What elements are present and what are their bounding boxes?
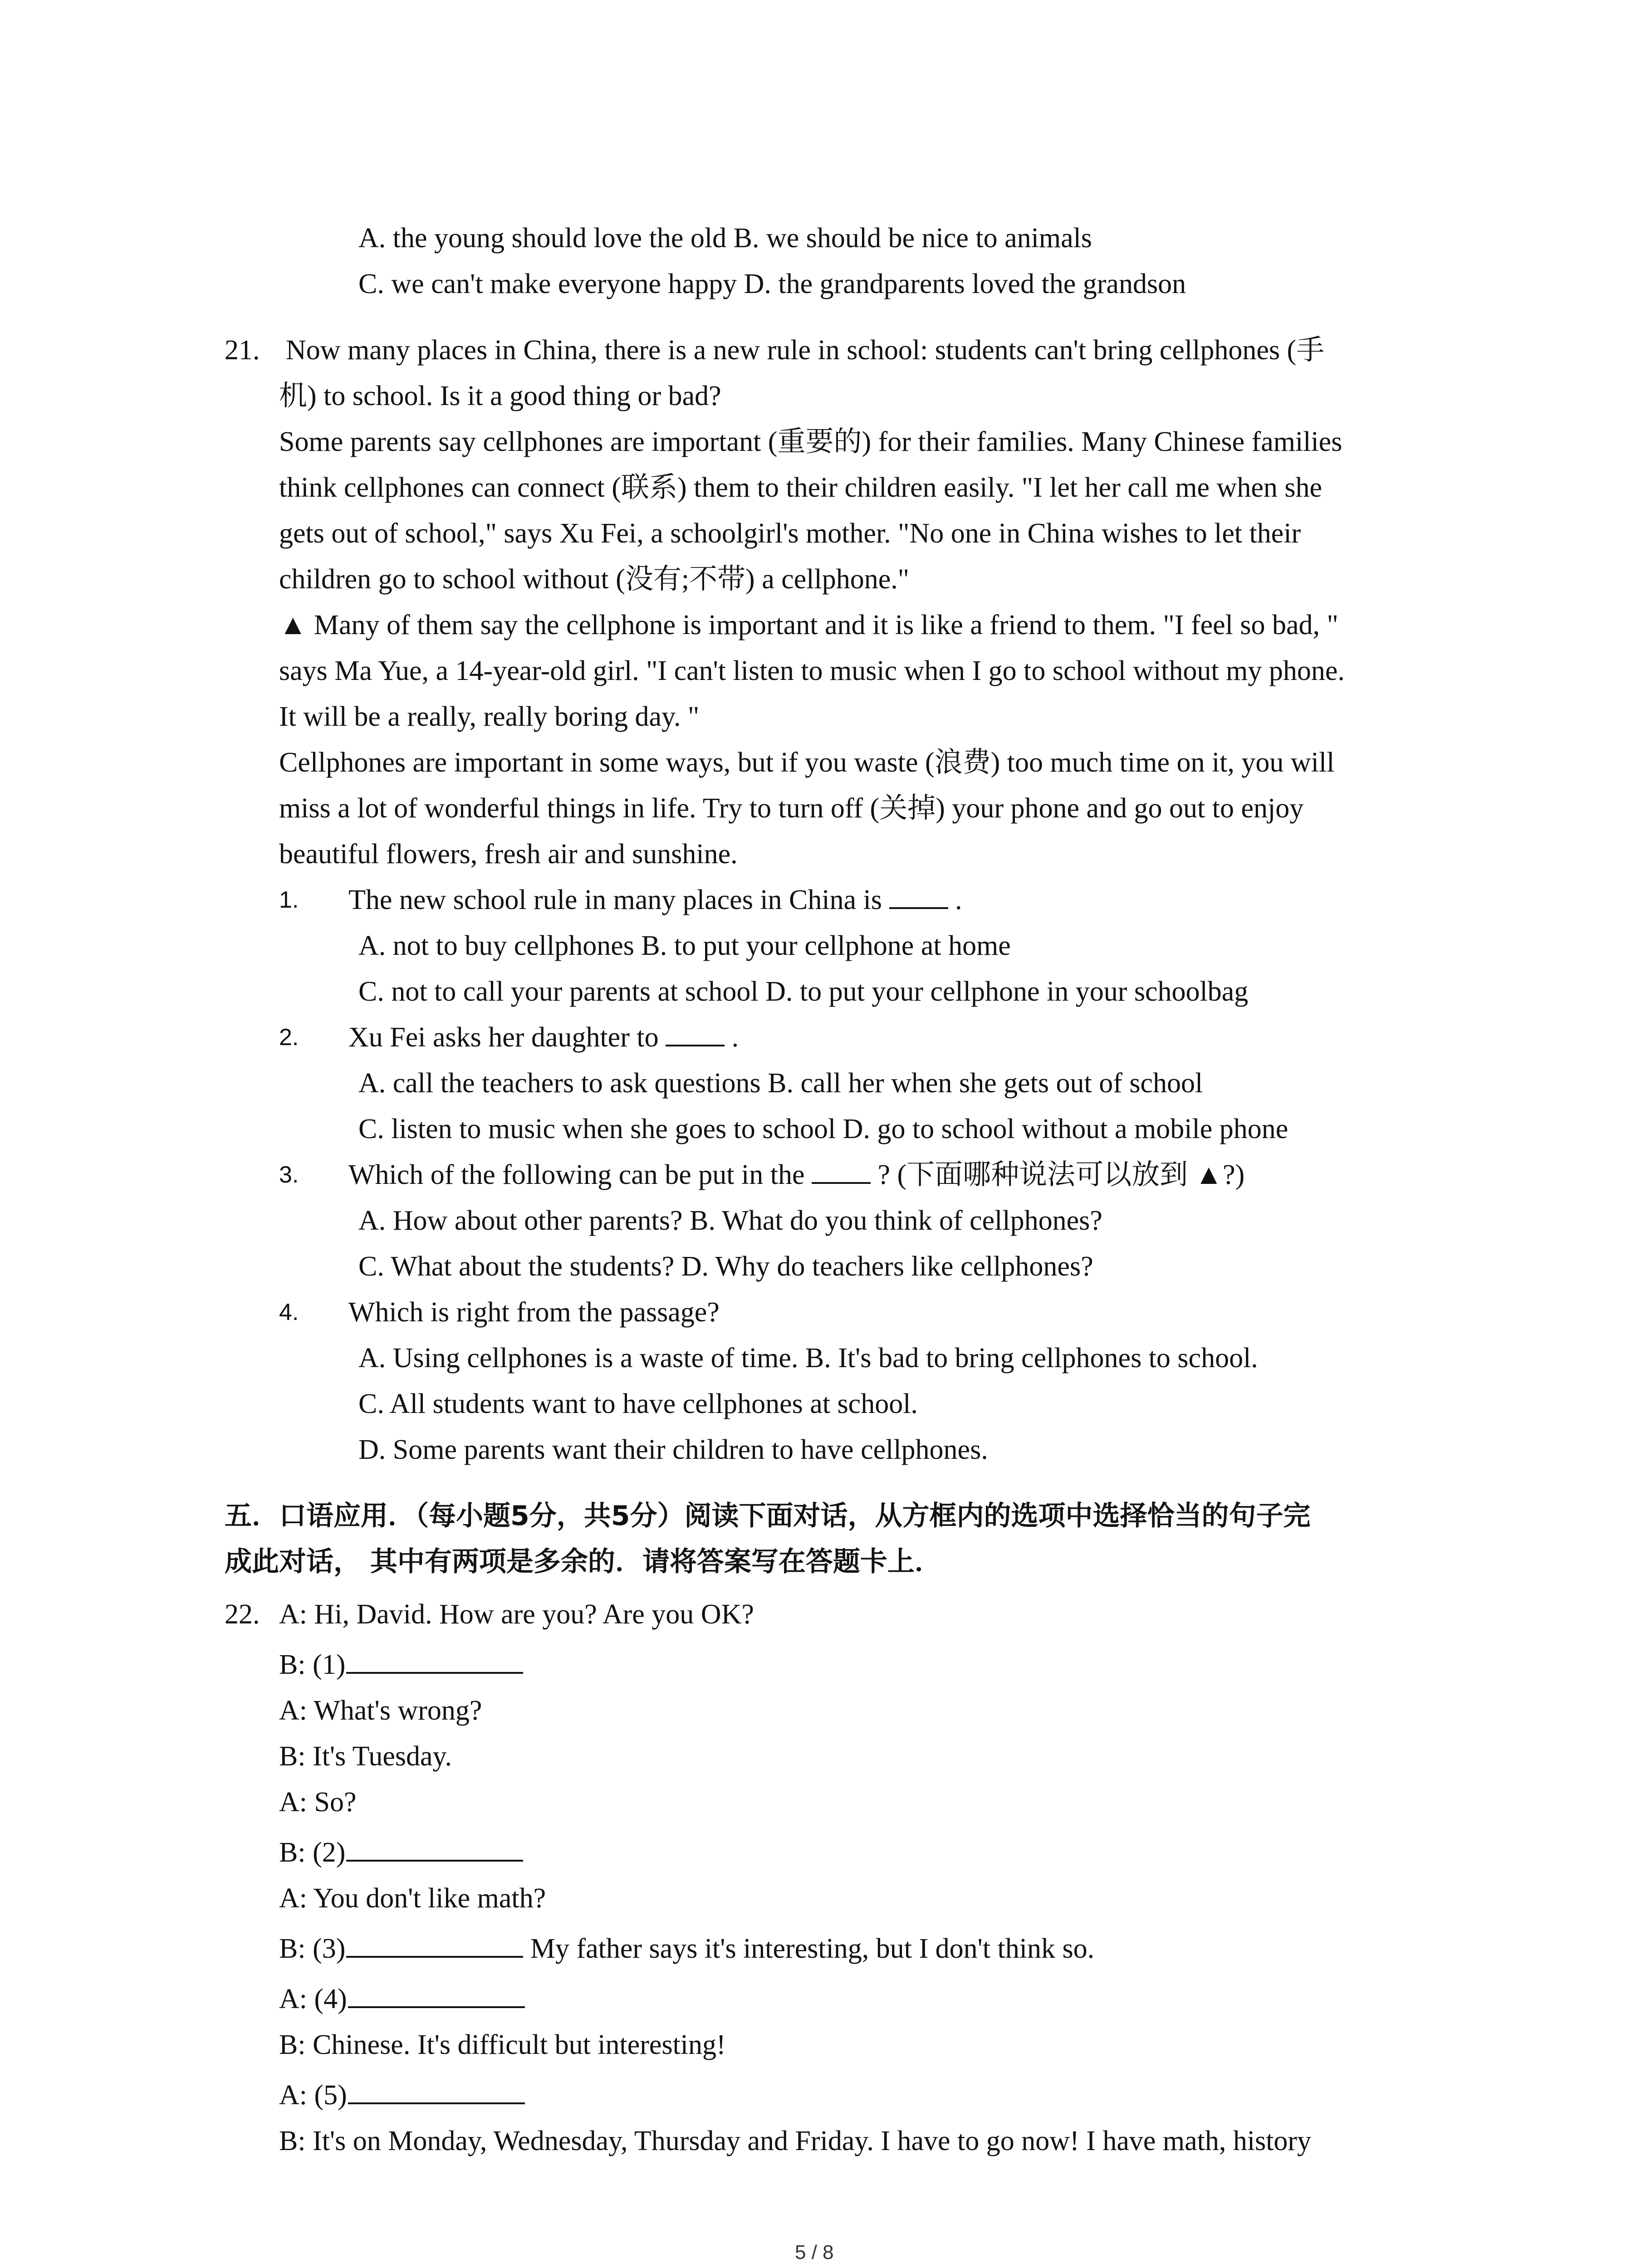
passage-line: says Ma Yue, a 14-year-old girl. "I can't listen to music when I go to school without my phone. bbox=[279, 655, 1345, 686]
answer-blank bbox=[348, 1979, 525, 2008]
subquestion-option-line: A. Using cellphones is a waste of time. B. It's bad to bring cellphones to school. bbox=[358, 1343, 1258, 1374]
dialogue-line: A: (5) bbox=[279, 2072, 525, 2118]
passage-line: miss a lot of wonderful things in life. Try to turn off (关掉) your phone and go out to enjoy bbox=[279, 793, 1304, 824]
subquestion-number: 3. bbox=[279, 1162, 299, 1188]
passage-line: think cellphones can connect (联系) them to their children easily. "I let her call me when she bbox=[279, 472, 1322, 503]
passage-line: ▲ Many of them say the cellphone is important and it is like a friend to them. "I feel so bad, " bbox=[279, 610, 1338, 640]
dialogue-line: A: What's wrong? bbox=[279, 1695, 482, 1726]
dialogue-line: B: (2) bbox=[279, 1830, 523, 1876]
q20-option-line-1: A. the young should love the old B. we should be nice to animals bbox=[358, 223, 1092, 254]
subquestion-option-line: A. not to buy cellphones B. to put your cellphone at home bbox=[358, 930, 1011, 961]
dialogue-line: A: Hi, David. How are you? Are you OK? bbox=[279, 1599, 754, 1630]
passage-line: Cellphones are important in some ways, but if you waste (浪费) too much time on it, you will bbox=[279, 747, 1335, 778]
answer-blank bbox=[346, 1833, 523, 1862]
passage-line: Some parents say cellphones are important (重要的) for their families. Many Chinese families bbox=[279, 426, 1342, 457]
subquestion-stem: Xu Fei asks her daughter to . bbox=[348, 1022, 739, 1053]
subquestion-option-line: D. Some parents want their children to have cellphones. bbox=[358, 1434, 988, 1465]
answer-blank bbox=[346, 1645, 523, 1674]
subquestion-option-line: C. not to call your parents at school D. to put your cellphone in your schoolbag bbox=[358, 976, 1249, 1007]
subquestion-number: 1. bbox=[279, 887, 299, 913]
section-heading: 五．口语应用．（每小题5分，共5分）阅读下面对话，从方框内的选项中选择恰当的句子完 bbox=[225, 1500, 1311, 1532]
subquestion-option-line: A. How about other parents? B. What do you think of cellphones? bbox=[358, 1205, 1102, 1236]
q21-intro-line-2: 机) to school. Is it a good thing or bad? bbox=[279, 381, 721, 411]
q20-option-line-2: C. we can't make everyone happy D. the grandparents loved the grandson bbox=[358, 269, 1186, 299]
dialogue-line: A: (4) bbox=[279, 1976, 525, 2022]
question-number: 22. bbox=[225, 1599, 260, 1630]
subquestion-option-line: C. All students want to have cellphones at school. bbox=[358, 1388, 918, 1419]
passage-line: It will be a really, really boring day. " bbox=[279, 701, 700, 732]
page-number: 5 / 8 bbox=[795, 2241, 834, 2263]
section-heading: 成此对话， 其中有两项是多余的．请将答案写在答题卡上． bbox=[225, 1546, 942, 1578]
q21-intro-line-1: Now many places in China, there is a new rule in school: students can't bring cellphones (手 bbox=[286, 335, 1325, 366]
dialogue-line: B: (3) My father says it's interesting, but I don't think so. bbox=[279, 1926, 1094, 1972]
dialogue-line: B: Chinese. It's difficult but interesting! bbox=[279, 2029, 726, 2060]
subquestion-number: 4. bbox=[279, 1299, 299, 1325]
answer-blank bbox=[889, 885, 948, 909]
dialogue-line: A: You don't like math? bbox=[279, 1883, 546, 1914]
passage-line: children go to school without (没有;不带) a cellphone." bbox=[279, 564, 910, 595]
answer-blank bbox=[812, 1159, 871, 1184]
subquestion-number: 2. bbox=[279, 1024, 299, 1051]
dialogue-line: A: So? bbox=[279, 1787, 357, 1818]
subquestion-option-line: C. What about the students? D. Why do teachers like cellphones? bbox=[358, 1251, 1093, 1282]
dialogue-line: B: It's on Monday, Wednesday, Thursday and Friday. I have to go now! I have math, history bbox=[279, 2126, 1312, 2156]
answer-blank bbox=[666, 1022, 725, 1046]
answer-blank bbox=[348, 2075, 525, 2104]
dialogue-line: B: It's Tuesday. bbox=[279, 1741, 452, 1772]
subquestion-option-line: A. call the teachers to ask questions B. call her when she gets out of school bbox=[358, 1068, 1203, 1099]
subquestion-stem: The new school rule in many places in China is . bbox=[348, 885, 962, 915]
answer-blank bbox=[346, 1929, 523, 1958]
question-number: 21. bbox=[225, 335, 260, 366]
passage-line: gets out of school," says Xu Fei, a schoolgirl's mother. "No one in China wishes to let their bbox=[279, 518, 1301, 549]
subquestion-stem: Which of the following can be put in the ? (下面哪种说法可以放到 ▲?) bbox=[348, 1159, 1245, 1190]
subquestion-option-line: C. listen to music when she goes to school D. go to school without a mobile phone bbox=[358, 1114, 1288, 1144]
subquestion-stem: Which is right from the passage? bbox=[348, 1297, 720, 1328]
passage-line: beautiful flowers, fresh air and sunshine. bbox=[279, 839, 738, 870]
dialogue-line: B: (1) bbox=[279, 1642, 523, 1688]
